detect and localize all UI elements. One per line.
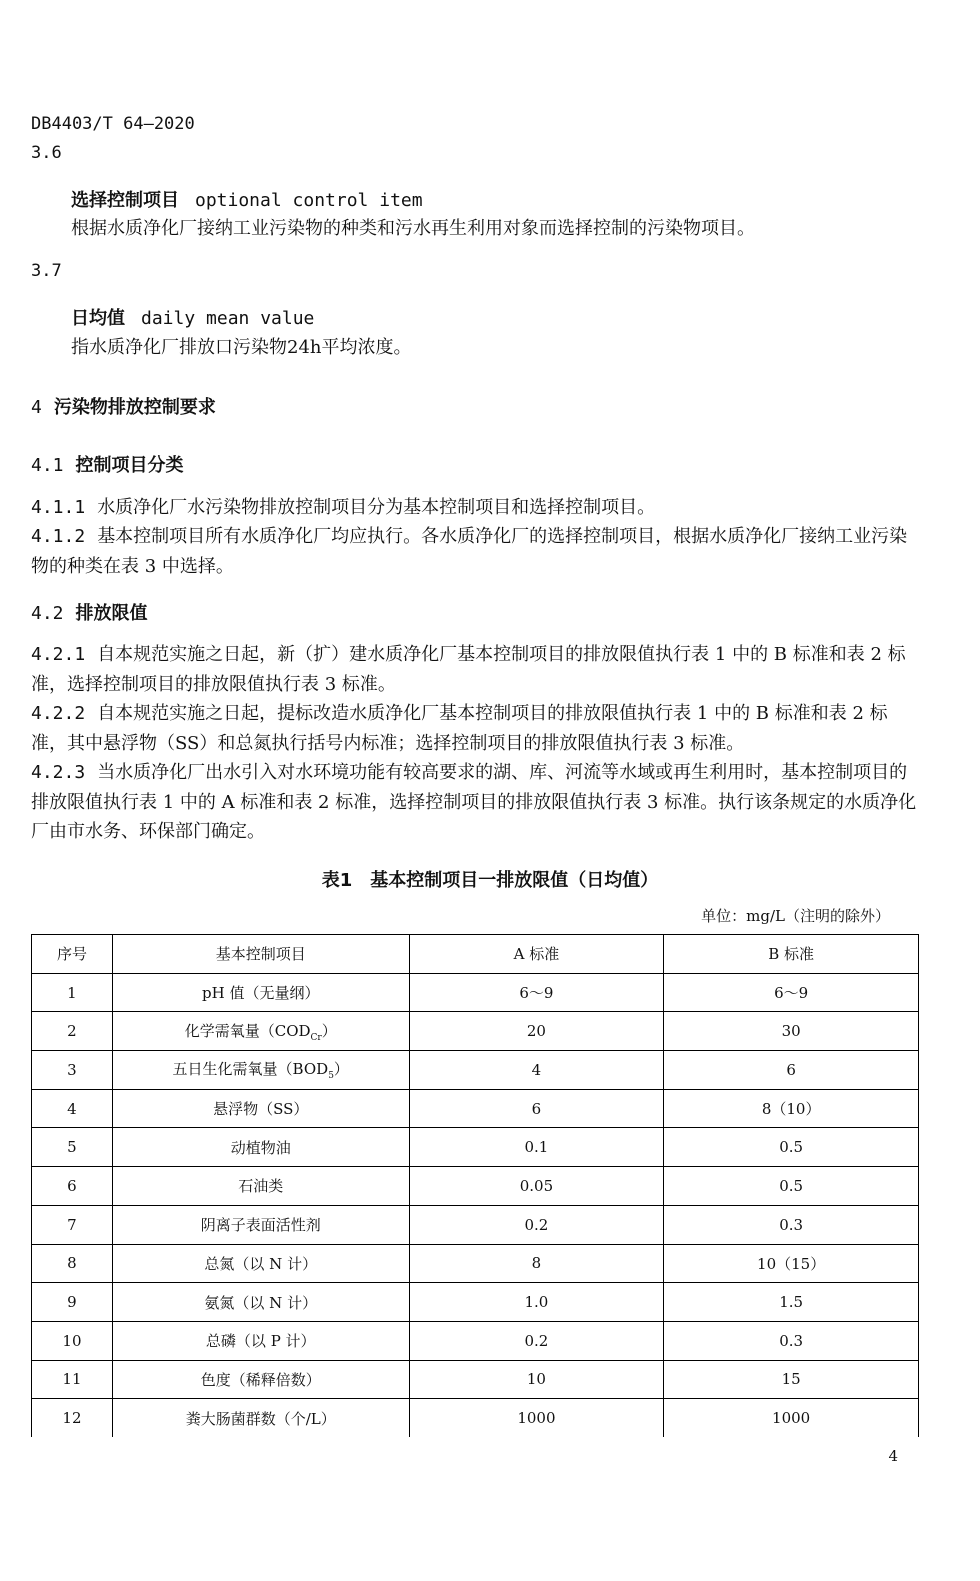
standard-a-value: 1.0 [409, 1283, 664, 1322]
page-number: 4 [888, 1447, 898, 1465]
standard-b-value: 10（15） [664, 1244, 919, 1283]
row-number: 2 [32, 1012, 113, 1051]
term-heading [71, 186, 423, 212]
standard-b-value: 8（10） [664, 1089, 919, 1128]
standard-b-value: 30 [664, 1012, 919, 1051]
row-number: 7 [32, 1205, 113, 1244]
control-item [112, 1051, 409, 1090]
header-cell-b: B 标准 [664, 935, 919, 974]
standard-a-value: 0.2 [409, 1321, 664, 1360]
standard-b-value: 0.3 [664, 1205, 919, 1244]
table-row [32, 1283, 919, 1322]
standard-a-value: 1000 [409, 1399, 664, 1437]
table-row [32, 1128, 919, 1167]
control-item [112, 1360, 409, 1399]
row-number: 8 [32, 1244, 113, 1283]
emission-limits-table [31, 934, 919, 1437]
clause-number: 3.7 [31, 261, 62, 281]
header-cell-item: 基本控制项目 [112, 935, 409, 974]
standard-b-value: 0.3 [664, 1321, 919, 1360]
control-item-text: 五日生化需氧量（BOD [172, 1060, 329, 1079]
standard-a-value: 8 [409, 1244, 664, 1283]
table-unit-note: 单位：mg/L（注明的除外） [701, 907, 890, 925]
section-heading [31, 393, 216, 419]
standard-a-value: 10 [409, 1360, 664, 1399]
control-item-text: 粪大肠菌群数（个/L） [185, 1409, 336, 1428]
paragraph-number: 4.2.1 [31, 644, 86, 665]
clause-number: 3.6 [31, 143, 62, 163]
standard-b-value: 6～9 [664, 973, 919, 1012]
control-item-tail: ） [321, 1021, 337, 1040]
standard-b-value: 0.5 [664, 1167, 919, 1206]
control-item [112, 1167, 409, 1206]
table-body [32, 973, 919, 1437]
row-number: 9 [32, 1283, 113, 1322]
term-en: daily mean value [141, 308, 315, 329]
standard-code: DB4403/T 64—2020 [31, 114, 195, 134]
control-item [112, 1399, 409, 1437]
standard-b-value: 0.5 [664, 1128, 919, 1167]
row-number: 4 [32, 1089, 113, 1128]
section-title: 控制项目分类 [75, 455, 184, 476]
paragraph [31, 699, 921, 758]
table-row [32, 1205, 919, 1244]
section-number: 4.1 [31, 455, 64, 476]
control-item-text: 氨氮（以 N 计） [204, 1293, 318, 1312]
paragraph [31, 493, 921, 523]
row-number: 1 [32, 973, 113, 1012]
paragraph-text: 基本控制项目所有水质净化厂均应执行。各水质净化厂的选择控制项目，根据水质净化厂接纳工业污染物的种类在表 3 中选择。 [31, 526, 908, 577]
control-item-text: 悬浮物（SS） [213, 1100, 309, 1119]
control-item [112, 1128, 409, 1167]
control-item-text: 总磷（以 P 计） [205, 1332, 316, 1351]
control-item-text: 动植物油 [230, 1138, 291, 1157]
row-number: 11 [32, 1360, 113, 1399]
control-item-text: 总氮（以 N 计） [204, 1254, 318, 1273]
standard-b-value: 6 [664, 1051, 919, 1090]
control-item-text: pH 值（无量纲） [202, 984, 320, 1003]
standard-a-value: 6～9 [409, 973, 664, 1012]
standard-a-value: 20 [409, 1012, 664, 1051]
standard-b-value: 15 [664, 1360, 919, 1399]
standard-a-value: 0.2 [409, 1205, 664, 1244]
table-row [32, 1321, 919, 1360]
paragraph [31, 758, 921, 847]
table-row [32, 1399, 919, 1437]
paragraph-number: 4.2.3 [31, 762, 86, 783]
paragraph [31, 640, 921, 699]
control-item-text: 化学需氧量（COD [184, 1021, 311, 1040]
section-number: 4 [31, 397, 42, 418]
table-title: 表1 基本控制项目一排放限值（日均值） [321, 870, 659, 891]
row-number: 10 [32, 1321, 113, 1360]
standard-a-value: 0.1 [409, 1128, 664, 1167]
control-item-text: 色度（稀释倍数） [200, 1370, 321, 1389]
table-header-row [32, 935, 919, 974]
header-cell-a: A 标准 [409, 935, 664, 974]
paragraph [31, 522, 921, 581]
table-row [32, 1089, 919, 1128]
control-item-tail: ） [333, 1060, 349, 1079]
control-item-text: 阴离子表面活性剂 [200, 1216, 321, 1235]
standard-a-value: 6 [409, 1089, 664, 1128]
term-en: optional control item [195, 190, 423, 211]
paragraph-text: 当水质净化厂出水引入对水环境功能有较高要求的湖、库、河流等水域或再生利用时，基本控制项目的排放限值执行表 1 中的 A 标准和表 2 标准，选择控制项目的排放限值执行表 3 标准。执行该条规定的水质净化厂由市水务、环保部门确定。 [31, 762, 917, 842]
section-title: 污染物排放控制要求 [53, 397, 216, 418]
term-definition: 根据水质净化厂接纳工业污染物的种类和污水再生利用对象而选择控制的污染物项目。 [71, 218, 755, 239]
section-heading [31, 451, 184, 477]
section-number: 4.2 [31, 603, 64, 624]
table-row [32, 1051, 919, 1090]
control-item [112, 1283, 409, 1322]
standard-a-value: 4 [409, 1051, 664, 1090]
table-row [32, 1012, 919, 1051]
standard-b-value: 1.5 [664, 1283, 919, 1322]
control-item [112, 1205, 409, 1244]
table-row [32, 1167, 919, 1206]
table-row [32, 1360, 919, 1399]
standard-b-value: 1000 [664, 1399, 919, 1437]
table-row [32, 1244, 919, 1283]
header-cell-no: 序号 [32, 935, 113, 974]
term-heading [71, 304, 314, 330]
control-item [112, 1321, 409, 1360]
control-item [112, 1244, 409, 1283]
table-row [32, 973, 919, 1012]
control-item [112, 973, 409, 1012]
term-zh: 日均值 [71, 308, 125, 329]
control-item-subscript: 5 [328, 1071, 334, 1082]
paragraph-number: 4.1.2 [31, 526, 86, 547]
paragraph-number: 4.1.1 [31, 497, 86, 518]
control-item [112, 1012, 409, 1051]
control-item-subscript: Cr [310, 1032, 322, 1043]
control-item [112, 1089, 409, 1128]
paragraph-text: 水质净化厂水污染物排放控制项目分为基本控制项目和选择控制项目。 [97, 497, 656, 518]
section-heading [31, 599, 148, 625]
row-number: 6 [32, 1167, 113, 1206]
row-number: 5 [32, 1128, 113, 1167]
paragraph-number: 4.2.2 [31, 703, 86, 724]
control-item-text: 石油类 [238, 1177, 284, 1196]
row-number: 12 [32, 1399, 113, 1437]
paragraph-text: 自本规范实施之日起，提标改造水质净化厂基本控制项目的排放限值执行表 1 中的 B 标准和表 2 标准，其中悬浮物（SS）和总氮执行括号内标准；选择控制项目的排放限值执行表 3 标准。 [31, 703, 888, 754]
term-zh: 选择控制项目 [71, 190, 179, 211]
section-title: 排放限值 [75, 603, 148, 624]
paragraph-text: 自本规范实施之日起，新（扩）建水质净化厂基本控制项目的排放限值执行表 1 中的 B 标准和表 2 标准，选择控制项目的排放限值执行表 3 标准。 [31, 644, 906, 695]
row-number: 3 [32, 1051, 113, 1090]
standard-a-value: 0.05 [409, 1167, 664, 1206]
term-definition: 指水质净化厂排放口污染物24h平均浓度。 [71, 337, 412, 358]
